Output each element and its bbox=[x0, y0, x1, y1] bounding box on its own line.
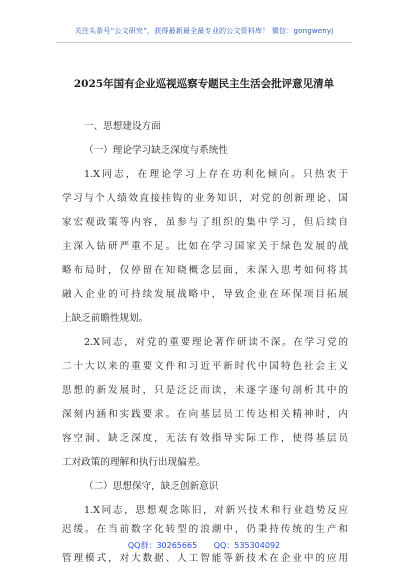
paragraph-line: 略布局时，仅停留在知晓概念层面，未深入思考如何将其 bbox=[62, 265, 348, 276]
header-banner[interactable]: 关注头条号“公文研究”，获得最新最全最专业的公文资料库！ 微信：gongwenyj bbox=[74, 27, 334, 35]
paragraph-line: 二十大以来的重要文件和习近平新时代中国特色社会主义 bbox=[62, 361, 348, 372]
paragraph-line: 深刻内涵和实践要求。在向基层员工传达相关精神时，内 bbox=[62, 409, 348, 420]
paragraph-line: 容空洞、缺乏深度，无法有效指导实际工作，使得基层员 bbox=[62, 433, 348, 444]
header-divider bbox=[56, 42, 352, 43]
subsection-heading: （二）思想保守，缺乏创新意识 bbox=[84, 481, 219, 492]
paragraph-line: 迟缓。在当前数字化转型的浪潮中，仍秉持传统的生产和 bbox=[62, 524, 348, 535]
paragraph-line: 上缺乏前瞻性规划。 bbox=[62, 313, 149, 324]
paragraph-line: 学习与个人绩效直接挂钩的业务知识，对党的创新理论、国 bbox=[62, 193, 348, 204]
paragraph-line: 2.X同志，对党的重要理论著作研读不深。在学习党的 bbox=[84, 337, 348, 348]
qq-group-number[interactable]: QQ群：30265665 bbox=[127, 541, 198, 550]
paragraph-line: 管理模式，对大数据、人工智能等新技术在企业中的应用 bbox=[62, 553, 348, 564]
document-title: 2025年国有企业巡视巡察专题民主生活会批评意见清单 bbox=[73, 78, 335, 90]
paragraph-line: 家宏观政策等内容，虽参与了组织的集中学习，但后续自 bbox=[62, 217, 348, 228]
paragraph-line: 1.X同志，在理论学习上存在功利化倾向。只热衷于 bbox=[84, 169, 348, 180]
paragraph-line: 主深入钻研严重不足。比如在学习国家关于绿色发展的战 bbox=[62, 241, 348, 252]
section-heading: 一、思想建设方面 bbox=[84, 121, 161, 132]
paragraph-line: 1.X同志，思想观念陈旧，对新兴技术和行业趋势反应 bbox=[84, 505, 348, 516]
qq-number[interactable]: QQ：535304092 bbox=[213, 541, 281, 550]
paragraph-line: 思想的新发展时，只是泛泛而读，未逐字逐句剖析其中的 bbox=[62, 385, 348, 396]
paragraph-line: 工对政策的理解和执行出现偏差。 bbox=[62, 457, 206, 468]
paragraph-line: 融入企业的可持续发展战略中，导致企业在环保项目拓展 bbox=[62, 289, 348, 300]
subsection-heading: （一）理论学习缺乏深度与系统性 bbox=[84, 145, 228, 156]
footer-contact bbox=[0, 540, 408, 551]
